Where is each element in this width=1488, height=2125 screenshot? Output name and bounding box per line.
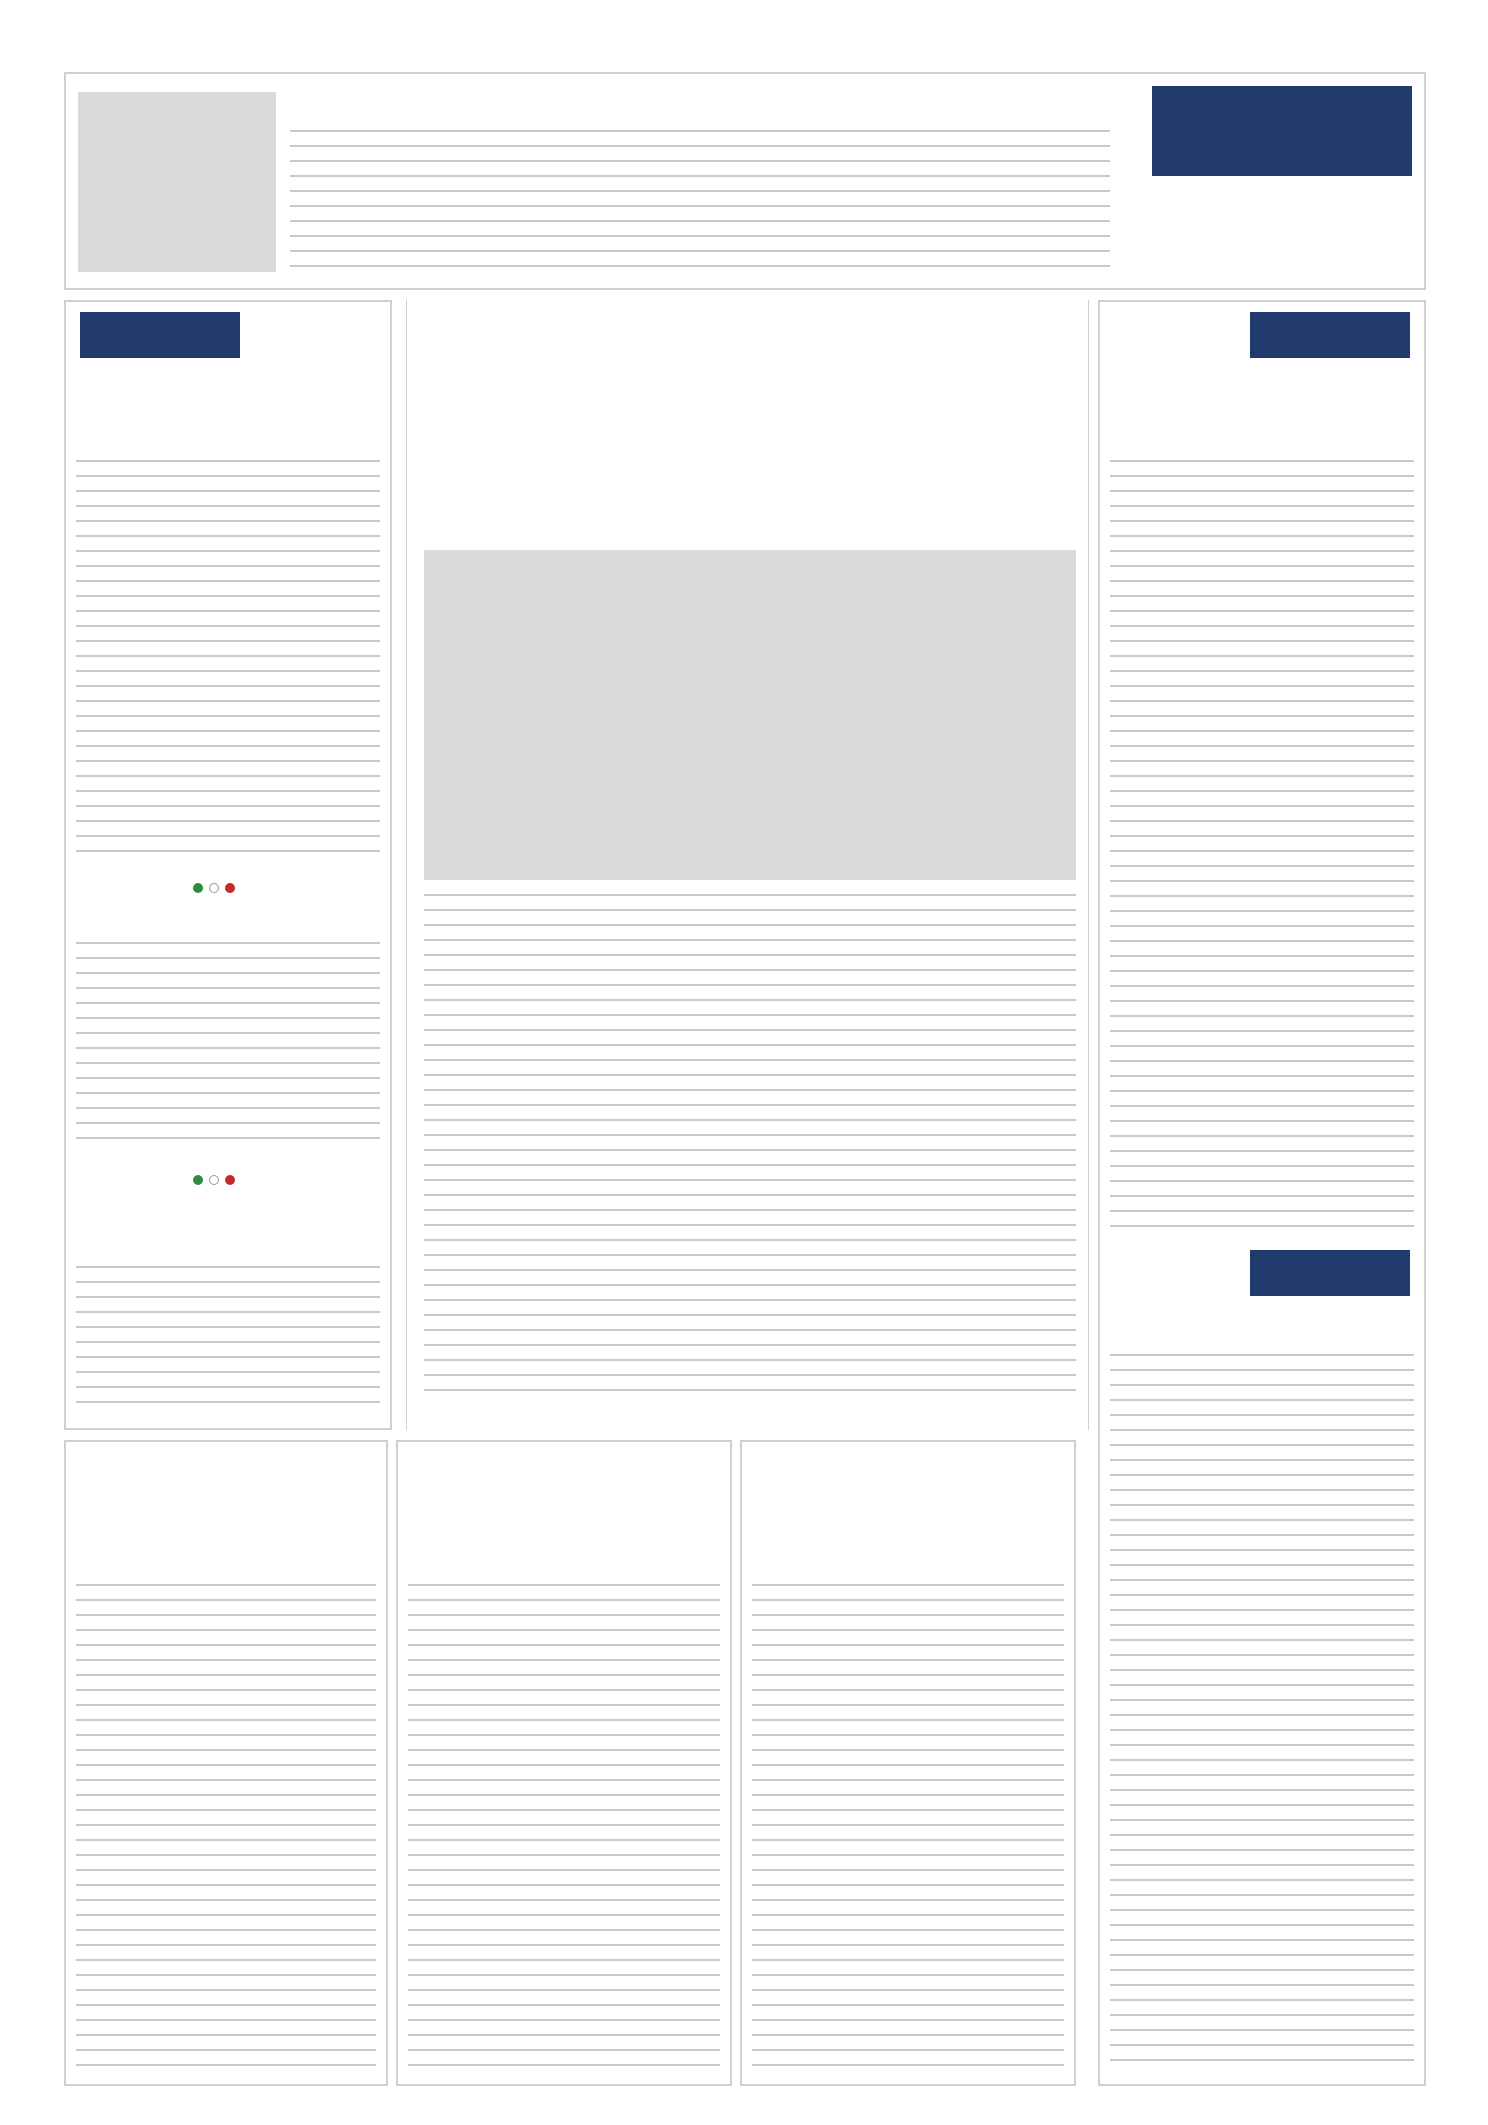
divider-dots (190, 878, 270, 892)
gold-body (76, 942, 380, 1152)
news-body (76, 460, 380, 860)
top-story-photo (78, 92, 276, 272)
divider-dots-2 (190, 1170, 270, 1184)
notice-1-body (752, 1584, 1064, 2074)
section-title (1152, 190, 1412, 250)
coffee-body (1110, 1354, 1414, 2074)
main-headline (420, 350, 1080, 490)
report-body (1110, 460, 1414, 1240)
notice-3-title (76, 1520, 376, 1576)
issue-line (1152, 262, 1412, 280)
gold-headline (76, 900, 380, 936)
news-headline (76, 380, 380, 450)
main-byline (640, 512, 860, 536)
travel-headline (76, 1194, 380, 1258)
report-headline (1110, 380, 1414, 450)
masthead-logo-text (1152, 86, 1412, 176)
main-kicker (420, 312, 1080, 342)
top-story-headline (290, 92, 1110, 122)
notice-2-title (408, 1520, 720, 1576)
top-story-body (290, 130, 1110, 275)
news-tag (80, 312, 240, 358)
coffee-tag (1250, 1250, 1410, 1296)
notice-2-body (408, 1584, 720, 2074)
coffee-headline (1110, 1310, 1414, 1346)
report-tag (1250, 312, 1410, 358)
notice-3-body (76, 1584, 376, 2074)
travel-body (76, 1266, 380, 1416)
column-rule-1 (406, 300, 407, 1430)
notice-1-id (752, 1452, 1064, 1472)
notice-2-id (408, 1452, 720, 1472)
column-rule-2 (1088, 300, 1089, 1430)
notice-3-id (76, 1452, 376, 1472)
main-body (424, 894, 1076, 1394)
main-photo (424, 550, 1076, 880)
notice-1-title (752, 1520, 1064, 1576)
